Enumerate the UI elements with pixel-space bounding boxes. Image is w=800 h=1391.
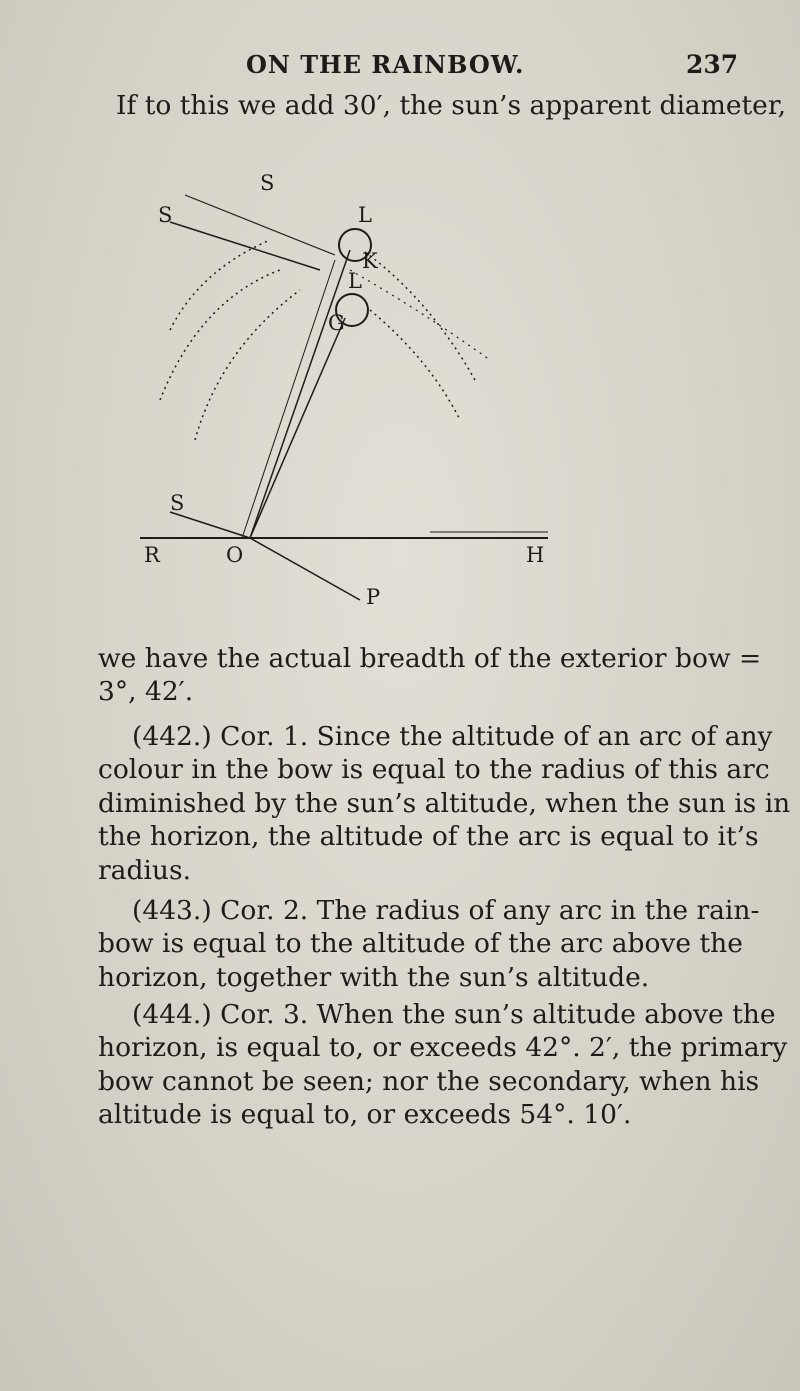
corollary-1 — [98, 720, 791, 887]
text-line: (444.) Cor. 3. When the sun’s altitude above the — [132, 999, 776, 1030]
rainbow-diagram — [130, 160, 560, 620]
label-s-top: S — [260, 171, 275, 195]
text-line: horizon, together with the sun’s altitude. — [98, 961, 650, 993]
line-o-upper — [242, 260, 335, 538]
dotted-ray-3 — [195, 290, 300, 440]
ray-s-o — [170, 512, 250, 538]
page-number: 237 — [686, 50, 739, 79]
continuation-paragraph — [98, 642, 762, 709]
text-line: we have the actual breadth of the exterior bow = — [98, 643, 762, 674]
line-o-g — [250, 318, 345, 538]
label-p: P — [366, 585, 381, 609]
text-line: altitude is equal to, or exceeds 54°. 10′. — [98, 1099, 632, 1131]
text-line: radius. — [98, 854, 191, 886]
label-o: O — [226, 543, 244, 567]
label-g: G — [328, 311, 345, 335]
text-line: diminished by the sun’s altitude, when the sun is in — [98, 787, 791, 819]
label-s-upper: S — [158, 203, 173, 227]
text-line: colour in the bow is equal to the radius of this arc — [98, 754, 770, 786]
corollary-2 — [98, 894, 760, 994]
dotted-ray-5 — [370, 310, 460, 420]
label-h: H — [526, 543, 545, 567]
label-l-upper: L — [358, 203, 372, 227]
intro-line: If to this we add 30′, the sun’s apparent diameter, — [116, 90, 787, 121]
text-line: bow cannot be seen; nor the secondary, when his — [98, 1065, 760, 1097]
dotted-ray-4 — [365, 252, 475, 380]
dotted-ray-1 — [170, 240, 270, 330]
corollary-3 — [98, 998, 788, 1132]
ray-s-upper — [170, 222, 320, 270]
text-line: the horizon, the altitude of the arc is equal to it’s — [98, 821, 759, 853]
label-k: K — [362, 249, 378, 273]
ray-s-top — [185, 195, 335, 255]
label-s-lower: S — [170, 491, 185, 515]
label-l-lower: L — [348, 269, 362, 293]
running-title: ON THE RAINBOW. — [246, 50, 525, 79]
ray-o-p — [250, 538, 360, 600]
line-o-k — [250, 250, 350, 538]
text-line: (442.) Cor. 1. Since the altitude of an arc of any — [132, 721, 773, 752]
dotted-ray-6 — [350, 270, 490, 360]
text-line: bow is equal to the altitude of the arc above the — [98, 928, 743, 960]
label-r: R — [144, 543, 160, 567]
text-line: 3°, 42′. — [98, 676, 194, 708]
text-line: horizon, is equal to, or exceeds 42°. 2′, the primary — [98, 1032, 788, 1064]
text-line: (443.) Cor. 2. The radius of any arc in the rain- — [132, 895, 760, 926]
page-header — [0, 44, 800, 84]
dotted-ray-2 — [160, 270, 280, 400]
